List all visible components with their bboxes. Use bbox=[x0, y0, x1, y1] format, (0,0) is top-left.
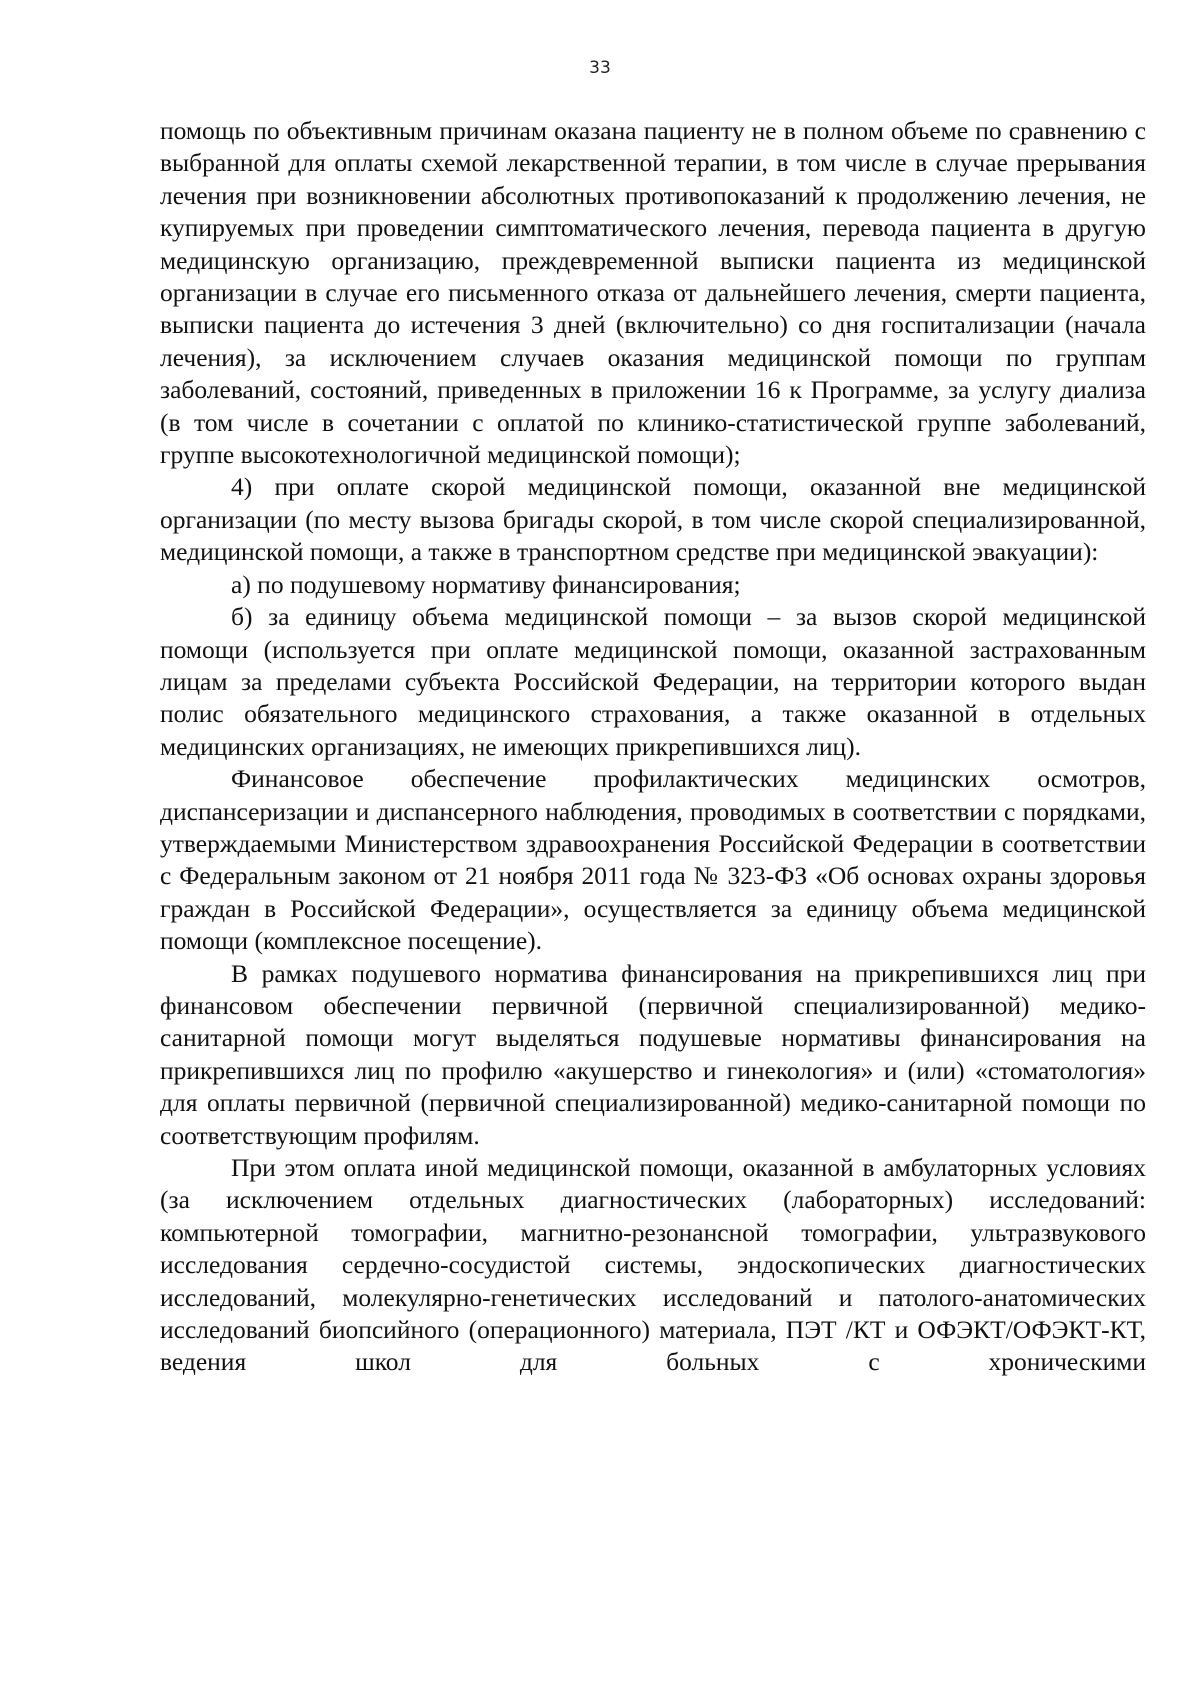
body-text bbox=[160, 115, 1146, 1379]
paragraph-subitem-a: а) по подушевому нормативу финансирования; bbox=[231, 569, 741, 599]
paragraph-subitem-b: б) за единицу объема медицинской помощи – за вызов скорой медицинской помощи (используется при оплате медицинской помощи, оказанной застрахованным лицам за пределами субъекта Российской Федерации, на территории которого выдан полис обязательного медицинского страхования, а также оказанной в отдельных медицинских организациях, не имеющих прикрепившихся лиц). bbox=[160, 602, 1146, 761]
paragraph-per-capita-norms: В рамках подушевого норматива финансирования на прикрепившихся лиц при финансовом обеспечении первичной (первичной специализированной) медико-санитарной помощи могут выделяться подушевые нормативы финансирования на прикрепившихся лиц по профилю «акушерство и гинекология» и (или) «стоматология» для оплаты первичной (первичной специализированной) медико-санитарной помощи по соответствующим профилям. bbox=[160, 958, 1146, 1150]
paragraph-preventive-financing: Финансовое обеспечение профилактических медицинских осмотров, диспансеризации и диспансерного наблюдения, проводимых в соответствии с порядками, утверждаемыми Министерством здравоохранения Российской Федерации в соответствии с Федеральным законом от 21 ноября 2011 года № 323-ФЗ «Об основах охраны здоровья граждан в Российской Федерации», осуществляется за единицу объема медицинской помощи (комплексное посещение). bbox=[160, 764, 1146, 956]
paragraph-item-4: 4) при оплате скорой медицинской помощи, оказанной вне медицинской организации (по месту вызова бригады скорой, в том числе скорой специализированной, медицинской помощи, а также в транспортном средстве при медицинской эвакуации): bbox=[160, 472, 1146, 567]
paragraph-continuation: помощь по объективным причинам оказана пациенту не в полном объеме по сравнению с выбранной для оплаты схемой лекарственной терапии, в том числе в случае прерывания лечения при возникновении абсолютных противопоказаний к продолжению лечения, не купируемых при проведении симптоматического лечения, перевода пациента в другую медицинскую организацию, преждевременной выписки пациента из медицинской организации в случае его письменного отказа от дальнейшего лечения, смерти пациента, выписки пациента до истечения 3 дней (включительно) со дня госпитализации (начала лечения), за исключением случаев оказания медицинской помощи по группам заболеваний, состояний, приведенных в приложении 16 к Программе, за услугу диализа (в том числе в сочетании с оплатой по клинико-статистической группе заболеваний, группе высокотехнологичной медицинской помощи); bbox=[160, 116, 1146, 470]
paragraph-outpatient-payment: При этом оплата иной медицинской помощи, оказанной в амбулаторных условиях (за исключением отдельных диагностических (лабораторных) исследований: компьютерной томографии, магнитно-резонансной томографии, ультразвукового исследования сердечно-сосудистой системы, эндоскопических диагностических исследований, молекулярно-генетических исследований и патолого-анатомических исследований биопсийного (операционного) материала, ПЭТ /КТ и ОФЭКТ/ОФЭКТ-КТ, ведения школ для больных с хроническими bbox=[160, 1153, 1146, 1377]
page-number: 33 bbox=[589, 58, 611, 78]
